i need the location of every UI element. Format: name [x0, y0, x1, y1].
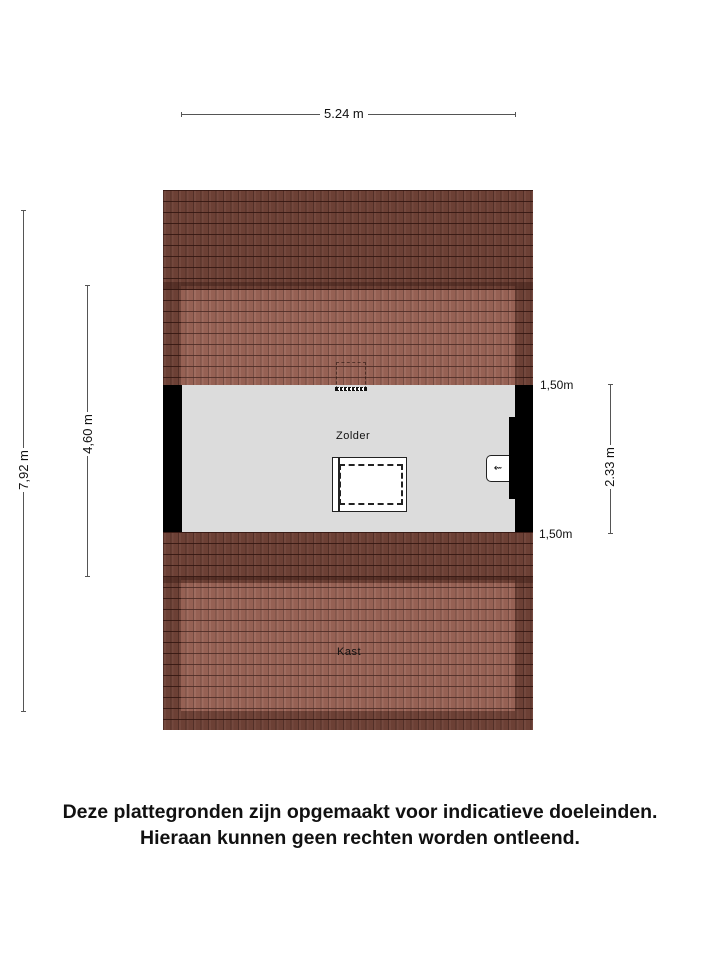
knee-height-label-bottom: 1,50m: [539, 527, 573, 541]
room-label-zolder: Zolder: [336, 430, 371, 442]
skylight-opening: [339, 464, 403, 505]
dimension-label-width: 5.24 m: [320, 107, 368, 121]
dimension-tick: [515, 112, 516, 117]
dimension-label-inner-depth: 4,60 m: [78, 412, 98, 456]
roof-bottom: [163, 532, 533, 730]
flue-icon: [486, 455, 509, 482]
dimension-label-headroom: 2.33 m: [600, 445, 620, 489]
dimension-tick: [85, 285, 90, 286]
disclaimer: [0, 799, 720, 851]
dimension-tick: [181, 112, 182, 117]
dimension-tick: [21, 210, 26, 211]
knee-height-label-top: 1,50m: [540, 378, 574, 392]
room-label-kast: Kast: [337, 646, 362, 658]
skylight: [332, 457, 407, 512]
chimney-block: [509, 417, 517, 499]
wall-left: [163, 385, 182, 532]
disclaimer-line-2: Hieraan kunnen geen rechten worden ontleend.: [140, 827, 580, 849]
roof-top: [163, 190, 533, 385]
dimension-tick: [85, 576, 90, 577]
disclaimer-line-1: Deze plattegronden zijn opgemaakt voor indicatieve doeleinden.: [62, 801, 658, 823]
roof-hatch-sill: [335, 387, 367, 391]
flue-glyph: ⇜: [493, 463, 503, 474]
dimension-tick: [608, 384, 613, 385]
dimension-label-total-depth: 7,92 m: [14, 448, 34, 492]
dimension-tick: [608, 533, 613, 534]
wall-right: [515, 385, 533, 532]
dimension-tick: [21, 711, 26, 712]
roof-hatch: [336, 362, 366, 389]
